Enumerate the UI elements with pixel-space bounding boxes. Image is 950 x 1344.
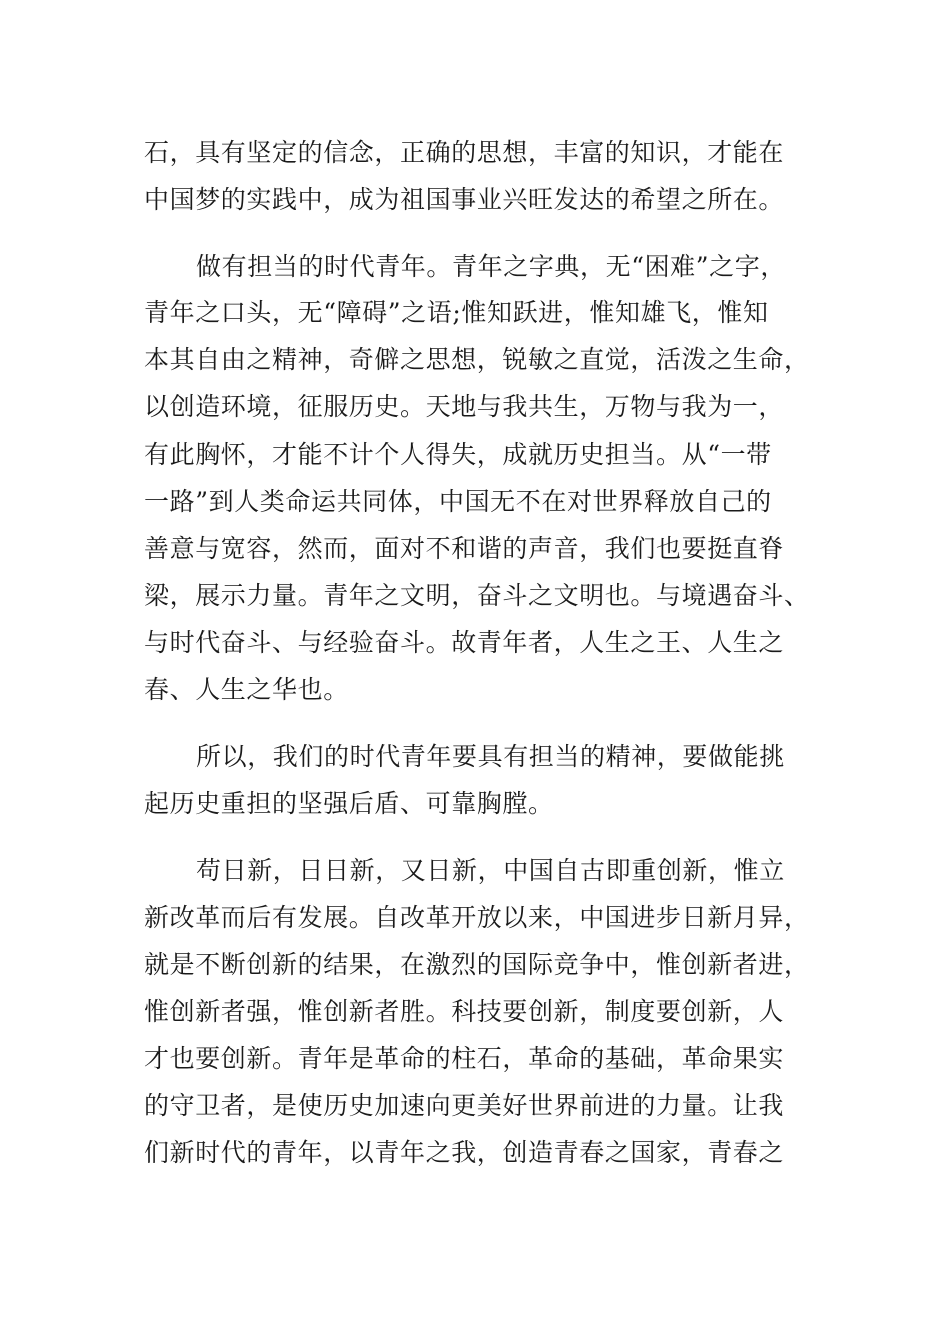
paragraph-line: 与时代奋斗、与经验奋斗。故青年者，人生之王、人生之	[144, 628, 785, 657]
paragraph-line: 中国梦的实践中，成为祖国事业兴旺发达的希望之所在。	[144, 185, 785, 214]
paragraph-line: 梁，展示力量。青年之文明，奋斗之文明也。与境遇奋斗、	[144, 581, 810, 610]
paragraph-line: 青年之口头，无“障碍”之语;惟知跃进，惟知雄飞，惟知	[144, 298, 769, 327]
paragraph-line: 惟创新者强，惟创新者胜。科技要创新，制度要创新，人	[144, 997, 785, 1026]
paragraph-line: 才也要创新。青年是革命的柱石，革命的基础，革命果实	[144, 1044, 785, 1073]
paragraph-line: 所以，我们的时代青年要具有担当的精神，要做能挑	[196, 742, 785, 771]
paragraph-line: 善意与宽容，然而，面对不和谐的声音，我们也要挺直脊	[144, 534, 785, 563]
paragraph-line: 以创造环境，征服历史。天地与我共生，万物与我为一，	[144, 392, 785, 421]
paragraph-line: 做有担当的时代青年。青年之字典，无“困难”之字，	[196, 252, 786, 281]
paragraph-line: 们新时代的青年，以青年之我，创造青春之国家，青春之	[144, 1138, 785, 1167]
paragraph-line: 石，具有坚定的信念，正确的思想，丰富的知识，才能在	[144, 138, 785, 167]
paragraph-line: 新改革而后有发展。自改革开放以来，中国进步日新月异，	[144, 903, 810, 932]
paragraph-line: 本其自由之精神，奇僻之思想，锐敏之直觉，活泼之生命，	[144, 345, 810, 374]
paragraph-line: 就是不断创新的结果，在激烈的国际竞争中，惟创新者进，	[144, 950, 810, 979]
paragraph-line: 春、人生之华也。	[144, 675, 349, 704]
paragraph-line: 苟日新，日日新，又日新，中国自古即重创新，惟立	[196, 856, 785, 885]
paragraph-line: 有此胸怀，才能不计个人得失，成就历史担当。从“一带	[144, 440, 772, 469]
paragraph-line: 的守卫者，是使历史加速向更美好世界前进的力量。让我	[144, 1091, 785, 1120]
paragraph-line: 一路”到人类命运共同体，中国无不在对世界释放自己的	[144, 487, 772, 516]
paragraph-line: 起历史重担的坚强后盾、可靠胸膛。	[144, 789, 554, 818]
